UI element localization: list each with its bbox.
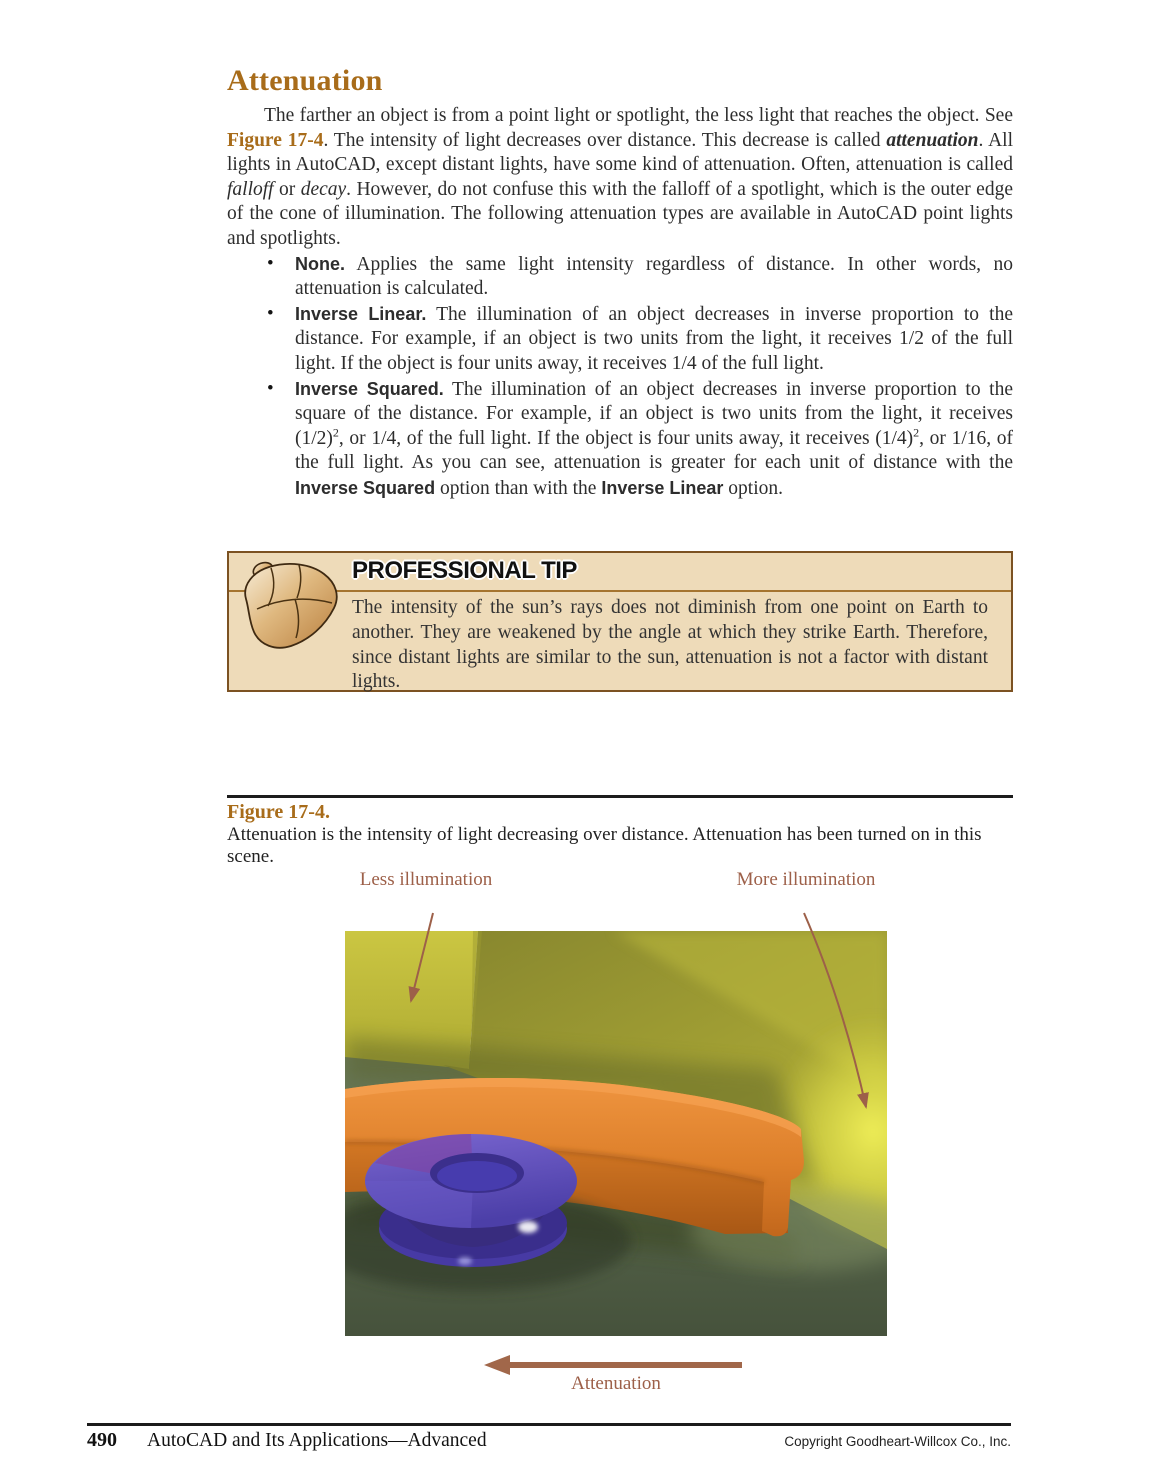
less-illumination-label: Less illumination [359, 869, 493, 890]
professional-tip-box [227, 551, 1013, 692]
mouse-icon [233, 557, 349, 655]
list-item: • Inverse Squared. The illumination of an object decreases in inverse proportion to the square of the distance. For example, if an object is two units from the light, it receives $(1/2)^2$, or 1/4, of the full light. If the object is four units away, it receives $(1/4)^2$, or 1/16, of the full light. As you can see, attenuation is greater for each unit of distance with the Inverse Squared option than with the Inverse Linear option. [267, 377, 1013, 499]
figure-label: Figure 17-4. [227, 801, 330, 823]
list-item: • None. Applies the same light intensity regardless of distance. In other words, no attenuation is calculated. [267, 252, 1013, 300]
attenuation-type-list [227, 252, 1013, 502]
list-item: • Inverse Linear. The illumination of an object decreases in inverse proportion to the distance. For example, if an object is two units from the light, it receives 1/2 of the full light. If the object is four units away, it receives 1/4 of the full light. [267, 302, 1013, 374]
footer-book-title: AutoCAD and Its Applications—Advanced [147, 1430, 487, 1451]
attenuation-arrow-label: Attenuation [571, 1373, 661, 1394]
footer-rule [87, 1423, 1011, 1426]
body-copy [227, 104, 1013, 502]
bullet-icon: • [267, 252, 274, 274]
page-number: 490 [87, 1429, 117, 1451]
more-illumination-label: More illumination [736, 869, 876, 890]
bullet-icon: • [267, 302, 274, 324]
figure-caption: Attenuation is the intensity of light decreasing over distance. Attenuation has been turned on in this scene. [227, 824, 982, 867]
tip-body-text: The intensity of the sun’s rays does not diminish from one point on Earth to another. They are weakened by the angle at which they strike Earth. Therefore, since distant lights are similar to the sun, attenuation is not a factor with distant lights. [352, 597, 988, 693]
intro-paragraph: The farther an object is from a point light or spotlight, the less light that reaches the object. See Figure 17-4. The intensity of light decreases over distance. This decrease is called attenuation. All lights in AutoCAD, except distant lights, have some kind of attenuation. Often, attenuation is called falloff or decay. However, do not confuse this with the falloff of a spotlight, which is the outer edge of the cone of illumination. The following attenuation types are available in AutoCAD point lights and spotlights. [227, 105, 1014, 249]
figure-scene [345, 931, 887, 1336]
tip-title: PROFESSIONAL TIP [352, 557, 577, 584]
figure-rule [227, 795, 1013, 798]
section-heading: Attenuation [227, 64, 383, 97]
footer-copyright: Copyright Goodheart-Willcox Co., Inc. [784, 1434, 1011, 1449]
bullet-icon: • [267, 377, 274, 399]
